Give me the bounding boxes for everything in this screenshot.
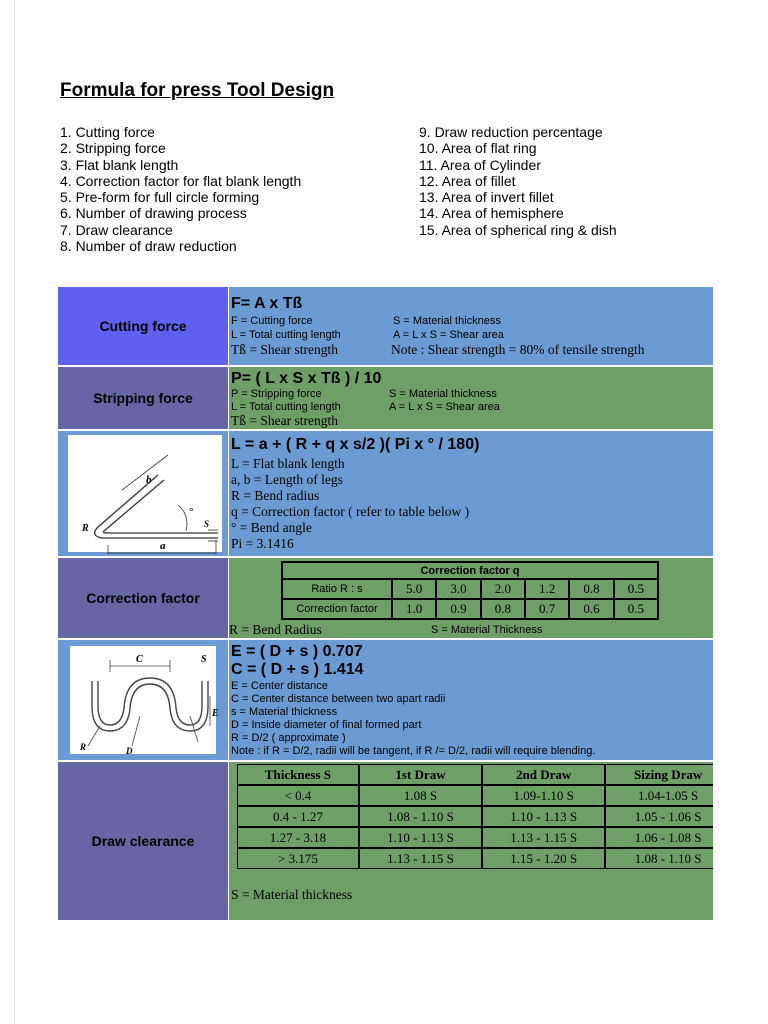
- cutting-force-content: [229, 287, 713, 365]
- stripping-force-content: [229, 367, 713, 429]
- cf-factor-cell: 0.5: [614, 599, 658, 619]
- cutting-note: Note : Shear strength = 80% of tensile strength: [391, 342, 645, 357]
- flat-def: q = Correction factor ( refer to table below ): [231, 504, 470, 519]
- toc-item: 14. Area of hemisphere: [419, 205, 564, 222]
- flat-def: ° = Bend angle: [231, 520, 312, 535]
- stripping-force-row: [58, 367, 713, 429]
- toc-item: 11. Area of Cylinder: [419, 156, 541, 173]
- flat-def: R = Bend radius: [231, 488, 320, 503]
- draw-clearance-row: [58, 762, 713, 920]
- cf-foot-left: R = Bend Radius: [229, 622, 322, 637]
- cf-factor-cell: 0.6: [569, 599, 613, 619]
- page-title: Formula for press Tool Design: [60, 80, 335, 101]
- preform-row: [58, 640, 713, 760]
- dc-cell: 1.06 - 1.08 S: [605, 827, 713, 848]
- dc-header: 1st Draw: [359, 764, 482, 785]
- dc-header: 2nd Draw: [482, 764, 605, 785]
- dc-cell: 1.08 - 1.10 S: [359, 806, 482, 827]
- stripping-def: Tß = Shear strength: [231, 413, 338, 428]
- toc-list-left: [60, 124, 301, 254]
- cutting-def: Tß = Shear strength: [231, 342, 338, 357]
- preform-diagram: [70, 646, 219, 756]
- preform-formula-c: C = ( D + s ) 1.414: [231, 661, 364, 678]
- toc-item: 8. Number of draw reduction: [60, 238, 237, 255]
- fig-label-c: C: [136, 654, 143, 665]
- page-edge: [14, 0, 15, 1024]
- dc-cell: 1.10 - 1.13 S: [482, 806, 605, 827]
- fig-label-b: b: [146, 474, 152, 486]
- preform-content: [229, 640, 713, 760]
- stripping-force-formula: P= ( L x S x Tß ) / 10: [231, 370, 382, 387]
- dc-cell: 1.08 - 1.10 S: [605, 848, 713, 869]
- toc-item: 10. Area of flat ring: [419, 140, 537, 157]
- flat-blank-formula: L = a + ( R + q x s/2 )( Pi x ° / 180): [231, 436, 480, 453]
- bend-figure: [68, 435, 222, 554]
- dc-cell: 1.15 - 1.20 S: [482, 848, 605, 869]
- toc-item: 9. Draw reduction percentage: [419, 124, 603, 140]
- flat-blank-content: [229, 431, 713, 556]
- cutting-def: F = Cutting force: [231, 315, 313, 327]
- fig-label-deg: °: [189, 506, 194, 518]
- fig-label-a: a: [160, 540, 166, 552]
- stripping-def: P = Stripping force: [231, 388, 322, 400]
- toc-item: 2. Stripping force: [60, 140, 166, 157]
- cf-ratio-cell: 3.0: [436, 579, 480, 599]
- cf-ratio-cell: 5.0: [392, 579, 436, 599]
- cutting-def: L = Total cutting length: [231, 329, 341, 341]
- cutting-force-row: [58, 287, 713, 365]
- cf-factor-cell: 0.9: [436, 599, 480, 619]
- stripping-def: S = Material thickness: [389, 388, 497, 400]
- cf-ratio-cell: 0.5: [614, 579, 658, 599]
- toc-item: 1. Cutting force: [60, 124, 155, 140]
- preform-def: C = Center distance between two apart radii: [231, 693, 446, 705]
- dc-cell: 1.13 - 1.15 S: [482, 827, 605, 848]
- cf-ratio-cell: 1.2: [525, 579, 569, 599]
- flat-blank-row: [58, 431, 713, 556]
- cf-foot-right: S = Material Thickness: [431, 624, 543, 636]
- cf-factor-cell: 1.0: [392, 599, 436, 619]
- toc-item: 7. Draw clearance: [60, 221, 173, 238]
- dc-cell: 1.27 - 3.18: [237, 827, 359, 848]
- correction-factor-row: [58, 558, 713, 638]
- fig-label-d: D: [126, 746, 133, 756]
- draw-clearance-label: Draw clearance: [58, 762, 228, 920]
- cutting-force-formula: F= A x Tß: [231, 295, 303, 312]
- toc-item: 12. Area of fillet: [419, 172, 516, 189]
- preform-diagram-cell: [58, 640, 228, 760]
- preform-figure: [70, 646, 220, 758]
- table-row: [237, 827, 713, 848]
- flat-def: a, b = Length of legs: [231, 472, 343, 487]
- toc-item: 6. Number of drawing process: [60, 205, 247, 222]
- dc-cell: 0.4 - 1.27: [237, 806, 359, 827]
- cf-table-title: Correction factor q: [282, 562, 658, 579]
- cf-ratio-label: Ratio R : s: [282, 579, 392, 599]
- bend-diagram: [68, 435, 222, 552]
- dc-cell: 1.04-1.05 S: [605, 785, 713, 806]
- toc-item: 15. Area of spherical ring & dish: [419, 221, 617, 238]
- stripping-def: A = L x S = Shear area: [389, 401, 500, 413]
- bend-diagram-cell: [58, 431, 228, 556]
- toc-item: 13. Area of invert fillet: [419, 189, 554, 206]
- dc-cell: 1.13 - 1.15 S: [359, 848, 482, 869]
- draw-clearance-content: [229, 762, 713, 920]
- cf-ratio-cell: 2.0: [481, 579, 525, 599]
- fig-label-s: S: [204, 519, 210, 529]
- table-row: [237, 806, 713, 827]
- toc-item: 3. Flat blank length: [60, 156, 179, 173]
- preform-def: E = Center distance: [231, 680, 328, 692]
- preform-def: s = Material thickness: [231, 706, 338, 718]
- fig-label-r: R: [80, 742, 87, 752]
- flat-def: Pi = 3.1416: [231, 536, 294, 551]
- cutting-force-label: Cutting force: [58, 287, 228, 365]
- dc-cell: < 0.4: [237, 785, 359, 806]
- dc-cell: 1.05 - 1.06 S: [605, 806, 713, 827]
- dc-header: Thickness S: [237, 764, 359, 785]
- cf-factor-cell: 0.8: [481, 599, 525, 619]
- cf-factor-label: Correction factor: [282, 599, 392, 619]
- dc-cell: 1.09-1.10 S: [482, 785, 605, 806]
- correction-factor-table: [281, 561, 659, 620]
- dc-cell: 1.10 - 1.13 S: [359, 827, 482, 848]
- draw-clearance-table: [237, 764, 713, 869]
- dc-header: Sizing Draw: [605, 764, 713, 785]
- dc-cell: 1.08 S: [359, 785, 482, 806]
- stripping-force-label: Stripping force: [58, 367, 228, 429]
- stripping-def: L = Total cutting length: [231, 401, 341, 413]
- table-row: [237, 848, 713, 869]
- preform-def: R = D/2 ( approximate ): [231, 732, 346, 744]
- table-row: [237, 785, 713, 806]
- correction-factor-content: [229, 558, 713, 638]
- preform-formula-e: E = ( D + s ) 0.707: [231, 643, 363, 660]
- fig-label-r: R: [82, 523, 89, 534]
- dc-foot: S = Material thickness: [231, 887, 353, 902]
- cf-ratio-cell: 0.8: [569, 579, 613, 599]
- cutting-def: A = L x S = Shear area: [393, 329, 504, 341]
- preform-def: D = Inside diameter of final formed part: [231, 719, 422, 731]
- cutting-def: S = Material thickness: [393, 315, 501, 327]
- fig-label-e: E: [212, 708, 219, 719]
- toc-item: 5. Pre-form for full circle forming: [60, 189, 260, 206]
- preform-note: Note : if R = D/2, radii will be tangent, if R /= D/2, radii will require blending.: [231, 745, 596, 757]
- cf-factor-cell: 0.7: [525, 599, 569, 619]
- toc-item: 4. Correction factor for flat blank length: [60, 172, 302, 189]
- dc-cell: > 3.175: [237, 848, 359, 869]
- flat-def: L = Flat blank length: [231, 456, 345, 471]
- toc-list-right: [419, 124, 617, 238]
- fig-label-s: S: [201, 654, 207, 665]
- correction-factor-label: Correction factor: [58, 558, 228, 638]
